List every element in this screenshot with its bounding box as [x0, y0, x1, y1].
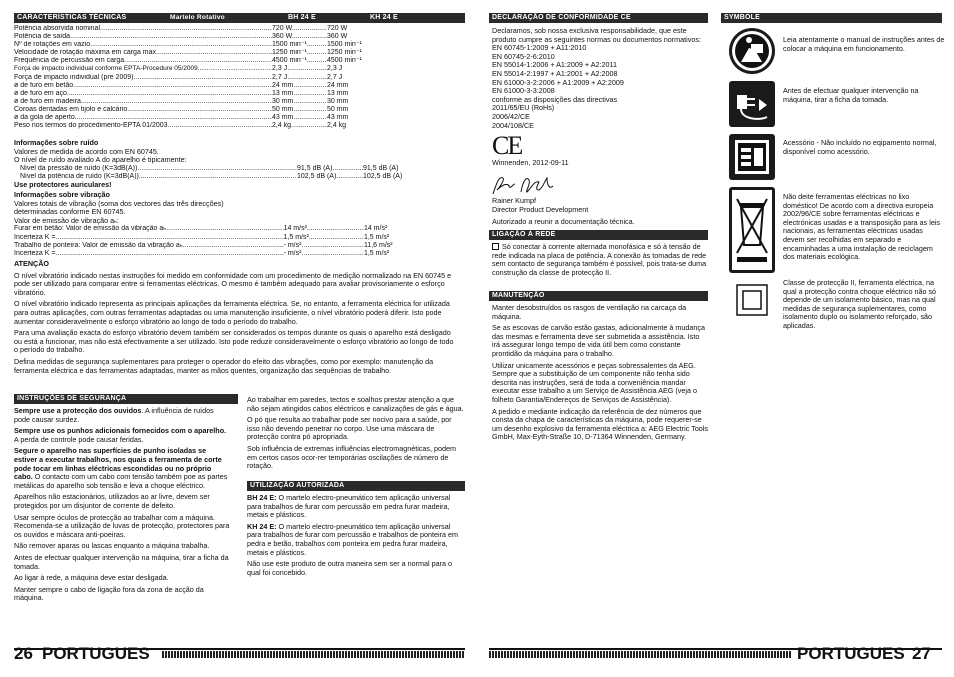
ce-norm: 2004/108/CE: [492, 120, 534, 130]
spec-row: Velocidade de rotação máxima em carga max. ..... 1250 min⁻¹ ..... 1250 min⁻¹: [14, 49, 411, 57]
safety-paragraph: Manter sempre o cabo de ligação fora da zona de acção da máquina.: [14, 584, 204, 603]
ce-norm: 2006/42/CE: [492, 111, 530, 121]
class-ii-small-icon: [492, 243, 499, 250]
accessory-icon: [729, 134, 775, 180]
attention-paragraph: Para uma avaliação exacta do esforço vibratório devem também ser considerados os tempos durante os quais o aparelho está desligado ou está a funcionar, mas não está efectivamente a ser utilizado. Isto pode reduzir consideravelmente o esforço vibratório ao longo de todo o período do trabalho.: [14, 328, 454, 355]
safety-paragraph: Sempre use os punhos adicionais fornecidos com o aparelho. A perda de controle pode causar feridas.: [14, 426, 227, 444]
signature-icon: [491, 172, 563, 198]
spec-model: Martelo Rotativo: [170, 14, 225, 21]
noise-line: O nível de ruído avaliado A do aparelho é tipicamente:: [14, 155, 187, 165]
ce-norm: EN 60745-2-6:2010: [492, 51, 555, 61]
safety-paragraph: Usar sempre óculos de protecção ao trabalhar com a máquina. Recomenda-se a utilização de luvas de protecção, protectores para os ouvidos e máscara anti-poeiras.: [14, 512, 230, 539]
spec-row: Potência de saída ..... 360 W ..... 360 W: [14, 33, 411, 41]
ce-norm: EN 60745-1:2009 + A11:2010: [492, 43, 587, 53]
spec-row: Força de impacto individual (pre 2009) ..... 2,7 J ..... 2,7 J: [14, 74, 411, 82]
footer-language: PORTUGUES: [42, 644, 150, 663]
authorized-paragraph: Não use este produto de outra maneira sem ser a normal para o qual foi concebido.: [247, 559, 452, 577]
safety-paragraph: Ao trabalhar em paredes, tectos e soalhos prestar atenção a que não sejam atingidos cabos eléctricos e canalizações de gás e água.: [247, 395, 464, 413]
noise-line: Valores de medida de acordo com EN 60745.: [14, 146, 159, 156]
vibration-row: Furar em betão: Valor de emissão da vibração aₕ ..... 14 m/s² ..... 14 m/s²: [14, 225, 411, 233]
noise-title: Informações sobre ruído: [14, 138, 99, 147]
spec-row: ø de furo em madeira ..... 30 mm ..... 30 mm: [14, 98, 411, 106]
symbols-header: SYMBOLE: [721, 13, 942, 23]
ce-place: Winnenden, 2012-09-11: [492, 158, 569, 167]
spec-title: CARACTERÍSTICAS TÉCNICAS: [17, 14, 127, 21]
signer-name: Rainer Kumpf: [492, 196, 536, 205]
spec-row: Frequência de percussão em carga ..... 4500 min⁻¹ ..... 4500 min⁻¹: [14, 57, 411, 65]
ce-norm: conforme as disposições das directivas: [492, 94, 618, 104]
signer-role: Director Product Development: [492, 204, 589, 214]
maintenance-paragraph: Manter desobstruídos os rasgos de ventilação na carcaça da máquina.: [492, 303, 687, 321]
vibration-section: [14, 191, 411, 259]
attention-paragraph: O nível vibratório indicado nestas instruções foi medido em conformidade com um procedimento de medição normalizado na EN 60745 e pode ser utilizado para comparar entre si ferramentas eléctricas. O mesmo é também adequado para avaliar provisoriamente o esforço vibratório.: [14, 270, 452, 297]
vibration-title: Informações sobre vibração: [14, 190, 110, 199]
mains-section: [492, 243, 708, 280]
authorized-paragraph: BH 24 E: O martelo electro-pneumático tem aplicação universal para trabalhos de furar com percussão em pedra furar madeira, metais e plásticos.: [247, 493, 451, 520]
spec-header: [14, 13, 465, 23]
attention-section: [14, 260, 459, 378]
safety-section-cont: [247, 396, 465, 474]
ce-norm: EN 61000-3-3:2008: [492, 86, 555, 96]
mains-header: LIGAÇÃO À REDE: [489, 230, 708, 240]
spec-row: Coroas dentadas em tijolo e calcário ..... 50 mm ..... 50 mm: [14, 106, 411, 114]
maintenance-paragraph: A pedido e mediante indicação da referência de dez números que consta da chapa de características da máquina, pode requerer-se um desenho explosivo da ferramenta eléctrica a: AEG Electric Tools GmbH, Max-Eyth-Straße 10, D-71364 Winnenden, Germany.: [492, 406, 708, 442]
spec-col2: KH 24 E: [370, 14, 398, 21]
ce-norm: EN 55014-2:1997 + A1:2001 + A2:2008: [492, 68, 618, 78]
maintenance-paragraph: Se as escovas de carvão estão gastas, adicionalmente à mudança das mesmas e ferramenta deve ser submetida a assistência. Isto irá assegurar longo tempo de vida útil bem como constante prontidão da máquina para o trabalho.: [492, 323, 705, 358]
attention-paragraph: Defina medidas de segurança suplementares para proteger o operador do efeito das vibrações, como por exemplo: manutenção da ferramenta eléctrica e das ferramentas adaptadas, manter as mãos quentes, organização das sequências de trabalho.: [14, 356, 434, 375]
safety-paragraph: Sob influência de extremas influências electromagnéticas, podem em certos casos ocor-rer temporárias oscilações de número de rotação.: [247, 443, 456, 471]
ce-norm: EN 61000-3-2:2006 + A1:2009 + A2:2009: [492, 77, 624, 87]
ce-norm: 2011/65/EU (RoHs): [492, 103, 555, 113]
noise-row: Nível da pressão de ruído (K=3dB(A)) ..... 91,5 dB (A) ..... 91,5 dB (A): [14, 165, 411, 173]
vibration-line: Valores totais de vibração (soma dos vectores das três direcções) determinadas conforme EN 60745.: [14, 198, 224, 217]
right-page: DECLARAÇÃO DE CONFORMIDADE CE Declaramos, sob nossa exclusiva responsabilidade, que este produto cumpre as seguintes normas ou documentos normativos: EN 60745-1:2009 + A11:2010 EN 60745-2-6:2010 EN 55014-1:2006 + A1:2009 + A2:2011 EN 55014-2:1997 + A1:2001 + A2:2008 EN 61000-3-2:2006 + A1:2009 + A2:2009 EN 61000-3-3:2008 conforme as disposições das directivas 2011/65/EU (RoHs) 2006/42/CE 2004/108/CE CE Winnenden, 2012-09-11 Rainer Kumpf Director Product Development Autorizado a reunir a documentação técnica. LIGAÇÃO À REDE Só conectar à corrente alternada monofásica e só à tensão de rede indicada na placa de potência. A conexão às tomadas de rede sem contacto de segurança também é possível, pois trata-se duma construção da classe de protecção II. MANUTENÇÃO Manter desobstruídos os rasgos de ventilação na carcaça da máquina. Se as escovas de carvão estão gastas, adicionalmente à mudança das mesmas e ferramenta deve ser submetida a assistência. Isto irá assegurar longo tempo de vida útil bem como constante prontidão da máquina para o trabalho. Utilizar unicamente acessórios e peças sobressalentes da AEG. Sempre que a substituição de um componente não tenha sido descrita nas instruções, será de toda a conveniência mandar executar esse trabalho a um Serviço de Assistência AEG (veja o folheto Garantia/Endereços de Serviços de Assistência). A pedido e mediante indicação da referência de dez números que consta da chapa de características da máquina, pode requerer-se um desenho explosivo da ferramenta eléctrica a: AEG Electric Tools GmbH, Max-Eyth-Straße 10, D-71364 Winnenden, Germany. SYMBOLE Leia atentamente o manual de instruções antes de colocar a máquina em funcionamento. Antes de efectuar qualquer intervenção na máquina, tirar a ficha da tomada. Acessório - Não incluído no eqipamento normal, disponível como acessório. Não deite ferramentas eléctricas no lixo doméstico! De acordo com a directiva europeia 2002/96/CE sobre ferramentas eléctricas e electrónicas usadas e a transposição para as leis nacionais, as ferramentas eléctricas usadas devem ser recolhidas em separado e encaminhadas a uma instalação de reciclagem dos materiais ecológica. Classe de protecção II, ferramenta eléctrica, na qual a protecção contra choque eléctrico não só depende de um isolamento básico, mas na qual medidas de segurança suplementares, como isolamento duplo ou isolamento reforçado, são aplicadas. PORTUGUES 27: [477, 0, 954, 677]
ce-intro: Declaramos, sob nossa exclusiva responsabilidade, que este produto cumpre as seguintes normas ou documentos normativos:: [492, 26, 701, 44]
spec-row: Nº de rotações em vazio ..... 1500 min⁻¹ ..... 1500 min⁻¹: [14, 41, 411, 49]
footer-stripe: [162, 651, 465, 658]
authorized-header: UTILIZAÇÃO AUTORIZADA: [247, 481, 465, 491]
spec-row: ø de furo em betão ..... 24 mm ..... 24 mm: [14, 82, 411, 90]
vibration-row: Incerteza K = ..... - m/s² ..... 1,5 m/s²: [14, 250, 411, 258]
authorized-paragraph: KH 24 E: O martelo electro-pneumático tem aplicação universal para trabalhos de furar com percussão e trabalhos de ponteira em pedra e betão, trabalhos com ponteira em pedra furar madeira, metais e plásticos.: [247, 521, 458, 557]
spec-row: Potência absorvida nominal ..... 720 W ..... 720 W: [14, 25, 411, 33]
spec-row: ø da gola de aperto ..... 43 mm ..... 43 mm: [14, 114, 411, 122]
ce-signer: [492, 197, 707, 227]
crossed-bin-icon: [729, 187, 775, 273]
vibration-row: Incerteza K = ..... 1,5 m/s² ..... 1,5 m/s²: [14, 234, 411, 242]
vibration-row: Trabalho de ponteira: Valor de emissão da vibração aₕ ..... - m/s² ..... 11,6 m/s²: [14, 242, 411, 250]
noise-protect: Use protectores auriculares!: [14, 180, 112, 190]
footer-language: PORTUGUES: [797, 644, 905, 663]
maintenance-section: [492, 304, 708, 445]
maintenance-paragraph: Utilizar unicamente acessórios e peças sobressalentes da AEG. Sempre que a substituição de um componente não tenha sido descrita nas instruções, será de toda a conveniência mandar executar esse trabalho a um Serviço de Assistência AEG (veja o folheto Garantia/Endereços de Serviços de Assistência).: [492, 360, 697, 404]
footer-stripe: [489, 651, 792, 658]
spec-col1: BH 24 E: [288, 14, 316, 21]
safety-paragraph: Antes de efectuar qualquer intervenção na máquina, tirar a ficha da tomada.: [14, 552, 229, 571]
noise-section: [14, 139, 411, 190]
spec-table: [14, 25, 411, 130]
spec-row: Peso nos termos do procedimento-EPTA 01/2003 ..... 2,4 kg ..... 2,4 kg: [14, 122, 411, 130]
read-manual-icon: [729, 28, 775, 74]
mains-text: Só conectar à corrente alternada monofásica e só à tensão de rede indicada na placa de potência. A conexão às tomadas de rede sem contacto de segurança também é possível, pois trata-se duma construção da classe de protecção II.: [492, 242, 707, 277]
safety-section: [14, 407, 230, 606]
safety-paragraph: Segure o aparelho nas superfícies de punho isoladas se estiver a executar trabalhos, nos quais a ferramenta de corte pode tocar em linhas eléctricas escondidas ou no próprio cabo. O contacto com um cabo com tensão também poe as partes metálicas do aparelho sob tensão e leva a choque eléctrico.: [14, 446, 228, 490]
noise-row: Nível da potência de ruído (K=3dB(A)) ..... 102,5 dB (A) ..... 102,5 dB (A): [14, 173, 411, 181]
authorized-section: [247, 494, 463, 580]
page-number: 26: [14, 644, 33, 663]
ce-header: DECLARAÇÃO DE CONFORMIDADE CE: [489, 13, 708, 23]
attention-paragraph: O nível vibratório indicado representa as principais aplicações da ferramenta eléctrica. Se, no entanto, a ferramenta eléctrica for utilizada para outras aplicações, com outras ferramentas adaptadas ou uma manutenção insuficiente, o nível vibratório poderá diferir. Isto pode aumentar consideravelmente o esforço vibratório ao longo de todo o período do trabalho.: [14, 299, 450, 326]
unplug-icon: [729, 81, 775, 127]
safety-paragraph: Sempre use a protecção dos ouvidos. A influência de ruídos pode causar surdez.: [14, 406, 214, 424]
attention-title: ATENÇÃO: [14, 259, 50, 268]
spec-row: Força de impacto individual conforme EPTA-Procedure 05/2009 ..... 2,3 J ..... 2,3 J: [14, 65, 411, 73]
ce-auth: Autorizado a reunir a documentação técnica.: [492, 217, 635, 227]
ce-mark-icon: CE: [492, 131, 522, 160]
safety-paragraph: Ao ligar à rede, a máquina deve estar desligada.: [14, 573, 169, 583]
spec-row: ø de furo em aço ..... 13 mm ..... 13 mm: [14, 90, 411, 98]
safety-paragraph: O pó que resulta ao trabalhar pode ser nocivo para a saúde, por isso não devendo penetrar no corpo. Use uma máscara de protecção contra pó apropriada.: [247, 415, 452, 442]
ce-norm: EN 55014-1:2006 + A1:2009 + A2:2011: [492, 60, 617, 70]
vibration-line: Valor de emissão de vibração aₕ:: [14, 215, 120, 225]
page-number: 27: [912, 644, 931, 663]
safety-paragraph: Aparelhos não estacionários, utilizados ao ar livre, devem ser protegidos por um disjuntor de corrente de defeito.: [14, 492, 210, 510]
safety-header: INSTRUÇÕES DE SEGURANÇA: [14, 394, 238, 404]
maintenance-header: MANUTENÇÃO: [489, 291, 708, 301]
class-ii-icon: [729, 277, 775, 323]
ce-section: [492, 27, 707, 130]
safety-paragraph: Não remover aparas ou lascas enquanto a máquina trabalha.: [14, 541, 210, 551]
